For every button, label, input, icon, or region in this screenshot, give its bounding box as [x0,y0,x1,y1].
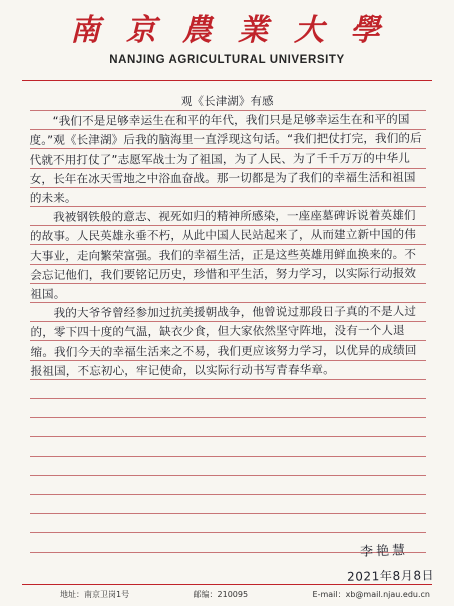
university-name-cn: 南京農業大學 [70,13,406,48]
header-divider [22,80,432,81]
footer-postcode: 邮编：210095 [193,590,249,599]
ruled-line [30,513,426,514]
ruled-line [30,456,426,457]
ruled-line [30,398,426,399]
letterhead [0,12,454,66]
ruled-line [30,475,426,476]
letter-paragraph-2: 我被钢铁般的意志、视死如归的精神所感染，一座座墓碑诉说着英雄们的故事。人民英雄永垂不朽，从此中国人民站起来了，从而建立新中国的伟大事业，走向繁荣富强。我们的幸福生活，正是这些英雄用鲜血换来的。不会忘记他们，我们要铭记历史，珍惜和平生活，努力学习，以实际行动报效祖国。 [29,208,417,302]
letter-paragraph-3: 我的大爷爷曾经参加过抗美援朝战争，他曾说过那段日子真的不是人过的，零下四十度的气温，缺衣少食，但大家依然坚守阵地，没有一个人退缩。我们今天的幸福生活来之不易，我们更应该努力学习，以优异的成绩回报祖国，不忘初心，牢记使命，以实际行动书写青春华章。 [30,304,417,378]
letter-paragraph-1: “我们不是足够幸运生在和平的年代，我们只是足够幸运生在和平的国度。”观《长津湖》后我的脑海里一直浮现这句话。“我们把仗打完，我们的后代就不用打仗了”志愿军战士为了祖国，为了人民、为了千千万万的中华儿女，长年在冰天雪地之中浴血奋战。那一切都是为了我们的幸福生活和祖国的未来。 [29,112,422,206]
handwritten-letter [29,91,427,381]
letterhead-footer [60,589,430,600]
letter-date: 2021年8月8日 [346,568,435,584]
ruled-line [30,494,426,495]
ruled-line [30,417,426,418]
ruled-line [30,532,426,533]
university-name-en: NANJING AGRICULTURAL UNIVERSITY [109,54,345,66]
footer-address: 地址：南京卫岗1号 [60,590,130,599]
ruled-line [30,436,426,437]
footer-divider [22,584,432,585]
footer-email: E-mail：xb@mail.njau.edu.cn [312,590,430,599]
signature: 李艳慧 [359,543,409,560]
letter-title: 观《长津湖》有感 [180,93,274,109]
